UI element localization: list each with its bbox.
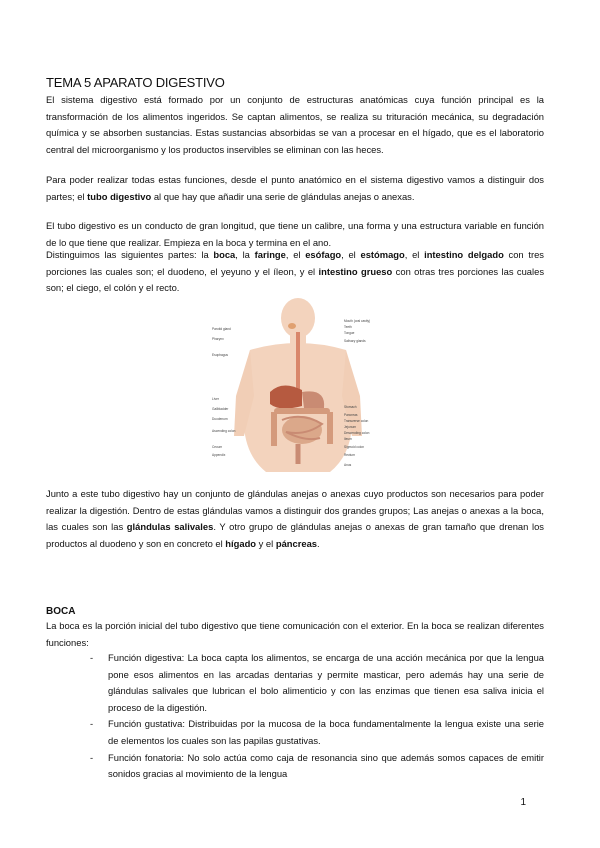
figure-labels-left <box>212 327 236 457</box>
text-run: con tres porciones las cuales son; el duodeno, el yeyuno y el íleon, y el <box>46 249 544 277</box>
parts-paragraph <box>46 172 544 205</box>
text-run: , el <box>341 249 361 260</box>
boca-functions-list <box>90 650 544 783</box>
figure-label: Jejunum <box>344 425 357 429</box>
list-item <box>90 650 544 716</box>
figure-label: Ileum <box>344 437 352 441</box>
list-item-text: Función digestiva: La boca capta los alimentos, se encarga de una acción mecánica por que la lengua pone esos alimentos en las arcadas dentarias y permite masticar, pero además hay una serie de glándulas salivales que lubrican el bolo alimenticio y con las enzimas que tienen esa saliva inicia el proceso de la digestión. <box>108 652 544 713</box>
figure-label: Appendix <box>212 453 226 457</box>
bold-term: faringe <box>254 249 286 260</box>
document-title: TEMA 5 APARATO DIGESTIVO <box>46 75 225 90</box>
figure-label: Teeth <box>344 325 352 329</box>
figure-label: Salivary glands <box>344 339 366 343</box>
text-run: . <box>317 537 320 549</box>
text-run: Distinguimos las siguientes partes: la <box>46 249 214 260</box>
text-run: Para poder realizar todas estas funciones, desde el punto anatómico en el sistema digestivo vamos a distinguir dos partes; el <box>46 174 544 202</box>
list-item-text: Función fonatoria: No solo actúa como caja de resonancia sino que además somos capaces de emitir sonidos gracias al movimiento de la lengua <box>108 751 544 780</box>
figure-label: Stomach <box>344 405 357 409</box>
figure-label: Rectum <box>344 453 355 457</box>
list-item-text: Función gustativa: Distribuidas por la mucosa de la boca fundamentalmente la lengua existe una serie de elementos los cuales son las papilas gustativas. <box>108 718 544 746</box>
text-run: , el <box>404 249 425 260</box>
list-item <box>90 716 544 749</box>
text-run: . Y otro grupo de glándulas anejas o anexas de gran tamaño que drenan los productos al duodeno y son en concreto el <box>46 521 544 549</box>
glands-paragraph <box>46 486 544 552</box>
figure-label: Sigmoid colon <box>344 445 365 449</box>
figure-label: Ascending colon <box>212 429 236 433</box>
figure-label: Pancreas <box>344 413 358 417</box>
bold-term: esófago <box>305 249 342 260</box>
section-title-boca: BOCA <box>46 606 76 617</box>
bullet-dash: - <box>90 751 94 763</box>
digestive-system-figure <box>210 296 390 472</box>
figure-label: Transverse colon <box>344 419 369 423</box>
text-run: , la <box>235 249 255 260</box>
text-run: Junto a este tubo digestivo hay un conjunto de glándulas anejas o anexas cuyo productos son necesarios para poder realizar la digestión. Dentro de estas glándulas vamos a distinguir dos grandes grupos; Las anejas o anexas a la boca, las cuales son las <box>46 488 544 533</box>
bold-term: páncreas <box>275 537 318 549</box>
bold-term: glándulas salivales <box>126 521 214 533</box>
text-run: y el <box>256 537 276 549</box>
bold-term: intestino grueso <box>318 265 393 277</box>
figure-label: Duodenum <box>212 417 228 421</box>
boca-intro-paragraph: La boca es la porción inicial del tubo digestivo que tiene comunicación con el exterior. En la boca se realizan diferentes funciones: <box>46 620 544 648</box>
figure-label: Mouth (oral cavity) <box>344 319 371 323</box>
parts-list-paragraph <box>46 247 544 297</box>
figure-label: Liver <box>212 397 219 401</box>
figure-label: Tongue <box>344 331 355 335</box>
bold-term: estómago <box>360 249 405 260</box>
tube-paragraph: El tubo digestivo es un conducto de gran longitud, que tiene un calibre, una forma y una estructura variable en función de lo que tiene que realizar. Empieza en la boca y termina en el ano. <box>46 220 544 248</box>
text-run: , el <box>285 249 306 260</box>
bold-term: boca <box>213 249 236 260</box>
list-item <box>90 750 544 783</box>
bold-term: intestino delgado <box>424 249 504 260</box>
figure-label: Cecum <box>212 445 223 449</box>
figure-label: Descending colon <box>344 431 370 435</box>
bold-term: hígado <box>225 537 257 549</box>
intro-paragraph: El sistema digestivo está formado por un conjunto de estructuras anatómicas cuya función principal es la transformación de los alimentos ingeridos. Se captan alimentos, se realiza su trituración mecánica, su degradación química y se absorben sustancias. Estas sustancias absorbidas se van a procesar en el hígado, que es el laboratorio central del microorganismo y los productos inservibles se eliminan con las heces. <box>46 94 544 155</box>
figure-label: Pharynx <box>212 337 224 341</box>
figure-label: Anus <box>344 463 352 467</box>
bullet-dash: - <box>90 652 94 663</box>
figure-label: Esophagus <box>212 353 228 357</box>
text-run: con otras tres porciones las cuales son; el ciego, el colón y el recto. <box>46 265 545 294</box>
text-run: al que hay que añadir una serie de glándulas anejas o anexas. <box>151 190 415 202</box>
figure-label: Parotid gland <box>212 327 231 331</box>
figure-label: Gallbladder <box>212 407 229 411</box>
page-number: 1 <box>520 797 526 808</box>
bold-term: tubo digestivo <box>87 190 152 202</box>
bullet-dash: - <box>90 718 94 730</box>
